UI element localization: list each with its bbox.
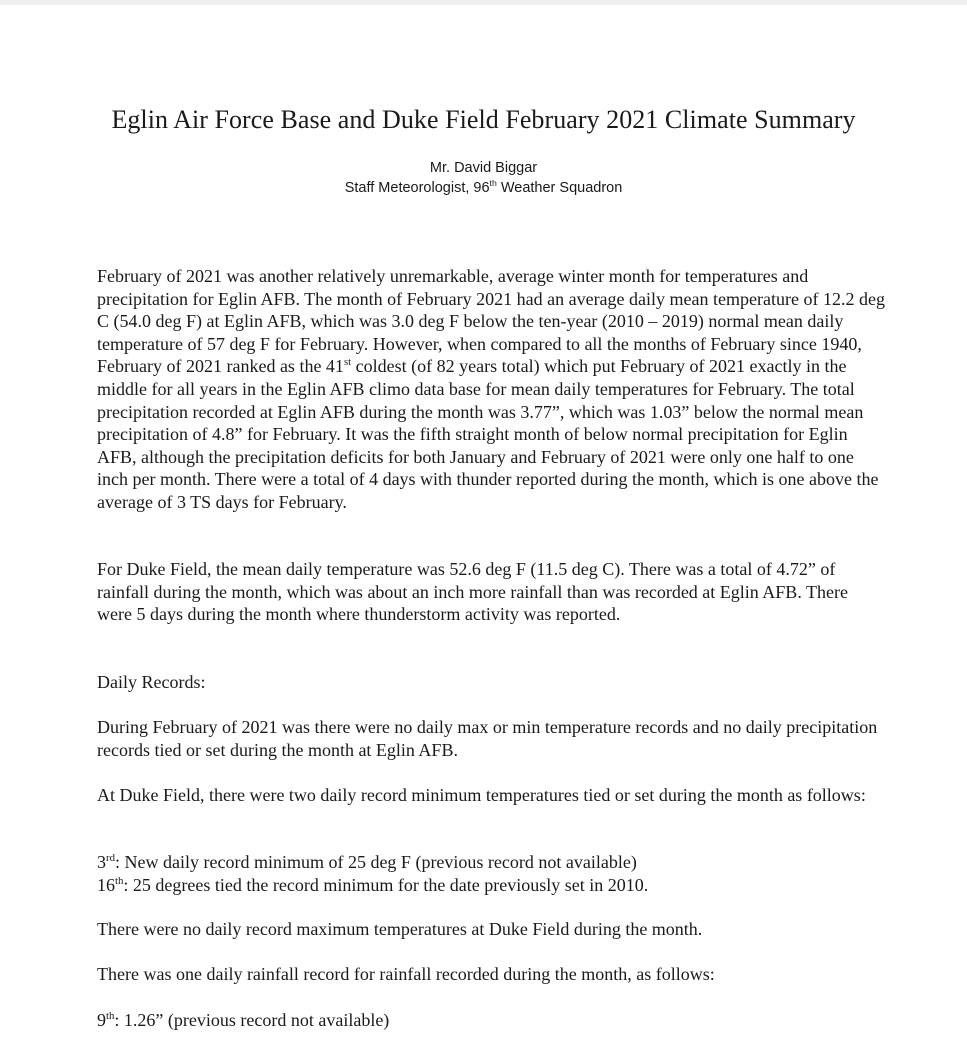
ordinal-suffix: rd <box>106 852 115 864</box>
record-list <box>97 851 887 896</box>
author-role-ordinal: th <box>489 178 497 189</box>
record-text: : 1.26” (previous record not available) <box>114 1010 390 1030</box>
paragraph-eglin-records-text: During February of 2021 was there were no daily max or min temperature records and no daily precipitation records tied or set during the month at Eglin AFB. <box>97 717 878 760</box>
ordinal-suffix: th <box>106 1010 115 1022</box>
paragraph-duke-summary <box>97 558 887 626</box>
paragraph-rainfall-record-text: There was one daily rainfall record for rainfall recorded during the month, as follows: <box>97 964 715 984</box>
ordinal-suffix: th <box>115 874 124 887</box>
paragraph-duke-max <box>97 918 887 941</box>
author-name: Mr. David Biggar <box>429 160 538 176</box>
section-heading-text: Daily Records: <box>97 672 206 692</box>
author-role-text: Staff Meteorologist, 96 <box>344 180 490 196</box>
author-role <box>0 178 967 198</box>
section-heading-daily-records <box>97 671 887 694</box>
paragraph-rainfall-record <box>97 963 887 986</box>
record-text: : New daily record minimum of 25 deg F (previous record not available) <box>115 852 637 872</box>
paragraph-eglin-records <box>97 716 887 761</box>
record-item-16th <box>97 874 887 897</box>
rainfall-record-item <box>97 1009 887 1032</box>
paragraph-eglin-summary <box>97 265 887 514</box>
record-text: : 25 degrees tied the record minimum for the date previously set in 2010. <box>123 874 649 895</box>
record-day: 9 <box>97 1010 106 1030</box>
paragraph-duke-summary-text: For Duke Field, the mean daily temperature was 52.6 deg F (11.5 deg C). There was a total of 4.72” of rainfall during the month, which was about an inch more rainfall than was recorded at Eglin AFB. There were 5 days during the month where thunderstorm activity was reported. <box>97 559 848 625</box>
ordinal-suffix: st <box>343 356 352 369</box>
paragraph-eglin-summary-text-1: February of 2021 was another relatively unremarkable, average winter month for temperatures and precipitation for Eglin AFB. The month of February 2021 had an average daily mean temperature of 12.2 deg C (54.0 deg F) at Eglin AFB, which was 3.0 deg F below the ten-year (2010 – 2019) normal mean daily temperature of 57 deg F for February. However, when compared to all the months of February since 1940, February of 2021 ranked as the 41 <box>97 266 885 377</box>
record-day: 3 <box>97 852 106 872</box>
paragraph-duke-records <box>97 784 887 807</box>
paragraph-eglin-summary-text-2: coldest (of 82 years total) which put February of 2021 exactly in the middle for all years in the Eglin AFB climo data base for mean daily temperatures for February. The total precipitation recorded at Eglin AFB during the month was 3.77”, which was 1.03” below the normal mean precipitation of 4.8” for February. It was the fifth straight month of below normal precipitation for Eglin AFB, although the precipitation deficits for both January and February of 2021 were only one half to one inch per month. There were a total of 4 days with thunder reported during the month, which is one above the average of 3 TS days for February. <box>97 356 879 512</box>
page-top-edge <box>0 0 967 5</box>
paragraph-duke-max-text: There were no daily record maximum temperatures at Duke Field during the month. <box>97 919 703 939</box>
record-item-3rd <box>97 851 887 874</box>
author-role-unit: Weather Squadron <box>496 180 623 196</box>
document-title: Eglin Air Force Base and Duke Field February 2021 Climate Summary <box>111 105 856 134</box>
record-day: 16 <box>97 874 115 895</box>
paragraph-duke-records-text: At Duke Field, there were two daily record minimum temperatures tied or set during the month as follows: <box>97 785 866 805</box>
